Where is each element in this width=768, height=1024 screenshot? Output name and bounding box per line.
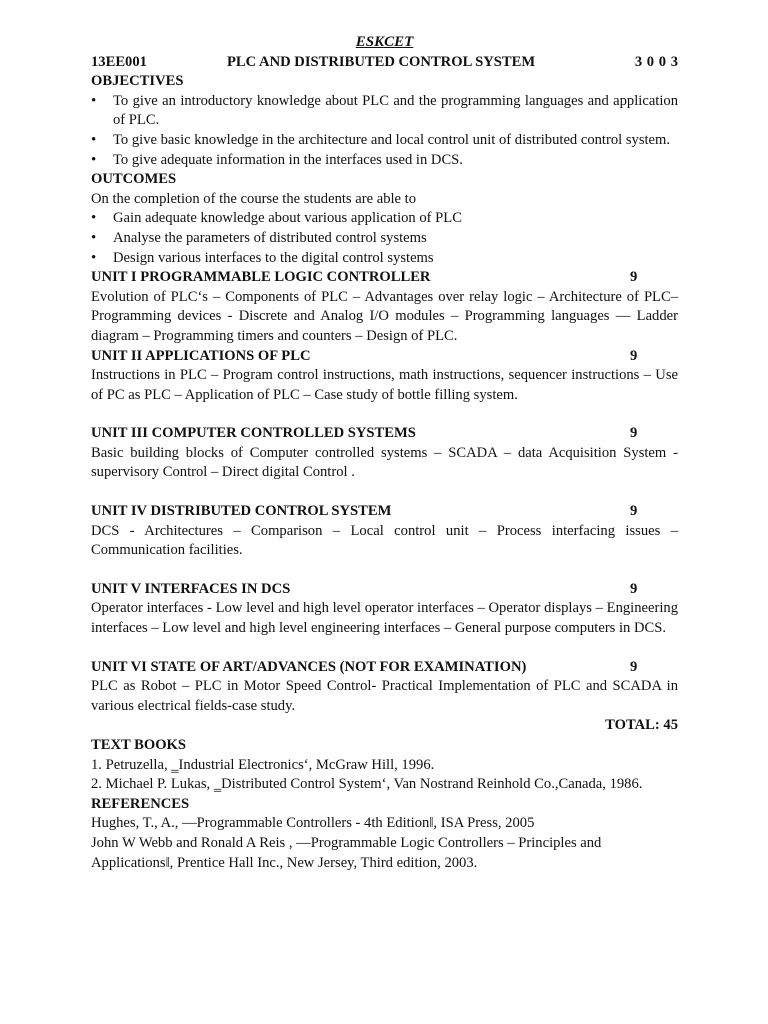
unit-title: UNIT III COMPUTER CONTROLLED SYSTEMS: [91, 425, 416, 442]
unit-heading: [91, 658, 678, 678]
unit-title: UNIT I PROGRAMMABLE LOGIC CONTROLLER: [91, 269, 431, 286]
outcomes-intro: On the completion of the course the students are able to: [91, 190, 417, 207]
unit-hours: 9: [630, 658, 638, 675]
unit-heading: [91, 502, 678, 522]
unit-1: [91, 268, 678, 346]
unit-heading: [91, 424, 678, 444]
outcome-item: • Design various interfaces to the digital control systems: [91, 249, 678, 269]
unit-hours: 9: [630, 425, 638, 442]
unit-content: Basic building blocks of Computer controlled systems – SCADA – data Acquisition System - supervisory Control – Direct digital Control .: [91, 444, 678, 481]
objectives-list: [91, 92, 678, 170]
course-code: 13EE001: [91, 53, 147, 70]
unit-hours: 9: [630, 347, 638, 364]
unit-hours: 9: [630, 580, 638, 597]
unit-content: Instructions in PLC – Program control instructions, math instructions, sequencer instructions – Use of PC as PLC – Application of PLC – Case study of bottle filling system.: [91, 367, 678, 403]
spacer: [91, 405, 678, 424]
text-books-heading: TEXT BOOKS: [91, 737, 187, 753]
unit-title: UNIT II APPLICATIONS OF PLC: [91, 347, 311, 364]
unit-5: [91, 580, 678, 639]
unit-heading: [91, 580, 678, 600]
institution-name: ESKCET: [355, 34, 414, 50]
outcomes-list: [91, 209, 678, 268]
unit-title: UNIT VI STATE OF ART/ADVANCES (NOT FOR EXAMINATION): [91, 658, 527, 675]
unit-6: [91, 658, 678, 717]
course-credits: 3 0 0 3: [634, 53, 678, 70]
references-heading: REFERENCES: [91, 795, 190, 812]
objective-item: • To give an introductory knowledge about PLC and the programming languages and application of PLC.: [91, 92, 678, 131]
total-hours: TOTAL: 45: [605, 717, 678, 734]
reference-item: Hughes, T., A., ―Programmable Controllers - 4th Edition‖, ISA Press, 2005: [91, 815, 535, 832]
unit-content: Evolution of PLC‘s – Components of PLC – Advantages over relay logic – Architecture of PLC– Programming devices - Discrete and Analog I/O modules – Programming languages –– Ladder diagram – Programming timers and counters – Design of PLC.: [91, 288, 678, 344]
unit-content: DCS - Architectures – Comparison – Local control unit – Process interfacing issues – Communication facilities.: [91, 522, 678, 559]
text-book-item: 2. Michael P. Lukas, ‗Distributed Control System‘, Van Nostrand Reinhold Co.,Canada, 1986.: [91, 776, 643, 793]
objective-item: • To give adequate information in the interfaces used in DCS.: [91, 151, 678, 171]
unit-3: [91, 424, 678, 483]
text-book-item: 1. Petruzella, ‗Industrial Electronics‘, McGraw Hill, 1996.: [91, 756, 435, 773]
unit-content: Operator interfaces - Low level and high level operator interfaces – Operator displays – Engineering interfaces – Low level and high level engineering interfaces – General purpose computers in DCS.: [91, 600, 678, 637]
objectives-heading: OBJECTIVES: [91, 73, 184, 90]
course-header: [91, 53, 678, 73]
outcome-item: • Analyse the parameters of distributed control systems: [91, 229, 678, 249]
spacer: [91, 639, 678, 658]
outcomes-heading: OUTCOMES: [91, 171, 177, 188]
objective-item: • To give basic knowledge in the architecture and local control unit of distributed control system.: [91, 131, 678, 151]
unit-4: [91, 502, 678, 561]
spacer: [91, 483, 678, 502]
unit-content: PLC as Robot – PLC in Motor Speed Control- Practical Implementation of PLC and SCADA in various electrical fields-case study.: [91, 678, 678, 714]
outcome-item: • Gain adequate knowledge about various application of PLC: [91, 209, 678, 229]
unit-title: UNIT IV DISTRIBUTED CONTROL SYSTEM: [91, 503, 392, 520]
unit-hours: 9: [630, 503, 638, 520]
spacer: [91, 561, 678, 580]
unit-title: UNIT V INTERFACES IN DCS: [91, 580, 291, 597]
unit-heading: [91, 268, 678, 288]
unit-heading: [91, 347, 678, 367]
course-title: PLC AND DISTRIBUTED CONTROL SYSTEM: [227, 53, 536, 70]
unit-2: [91, 347, 678, 406]
reference-item: John W Webb and Ronald A Reis , ―Programmable Logic Controllers – Principles and Applications‖, Prentice Hall Inc., New Jersey, Third edition, 2003.: [91, 834, 602, 871]
unit-hours: 9: [630, 269, 638, 286]
